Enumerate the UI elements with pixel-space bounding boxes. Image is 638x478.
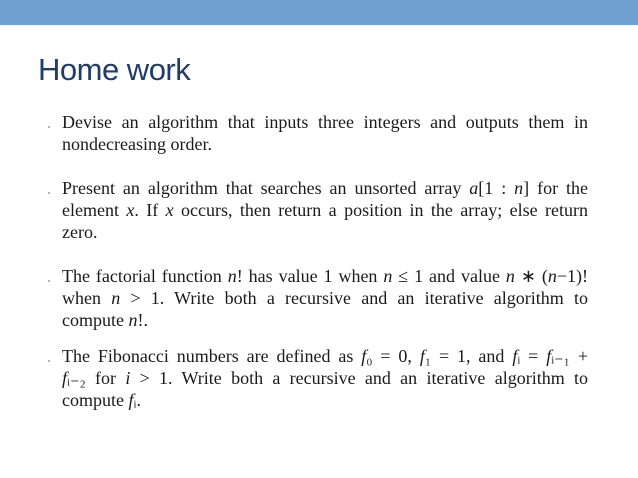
problem-item xyxy=(48,111,588,155)
bullet-icon xyxy=(48,280,50,282)
bullet-icon xyxy=(48,192,50,194)
problem-line: fᵢ₋₂ for i > 1. Write both a recursive and an iterative algorithm to xyxy=(62,368,588,388)
problem-line: Devise an algorithm that inputs three integers and outputs them in xyxy=(62,112,588,132)
problem-line: compute n!. xyxy=(62,310,148,330)
problem-line: Present an algorithm that searches an unsorted array a[1 : n] for the xyxy=(62,178,588,198)
problem-line: nondecreasing order. xyxy=(62,134,212,154)
bullet-icon xyxy=(48,360,50,362)
problem-line: The factorial function n! has value 1 when n ≤ 1 and value n ∗ (n−1)! xyxy=(62,266,588,286)
problem-list xyxy=(48,111,588,411)
problem-line: element x. If x occurs, then return a position in the array; else return xyxy=(62,200,588,220)
header-bar xyxy=(0,0,638,25)
slide-title: Home work xyxy=(38,52,191,87)
problem-line: zero. xyxy=(62,222,98,242)
problem-line: The Fibonacci numbers are defined as f₀ = 0, f₁ = 1, and fᵢ = fᵢ₋₁ + xyxy=(62,346,588,366)
problem-item xyxy=(48,345,588,411)
problem-line: compute fᵢ. xyxy=(62,390,141,410)
problem-item xyxy=(48,265,588,331)
problem-item xyxy=(48,177,588,243)
problem-line: when n > 1. Write both a recursive and an iterative algorithm to xyxy=(62,288,588,308)
bullet-icon xyxy=(48,126,50,128)
